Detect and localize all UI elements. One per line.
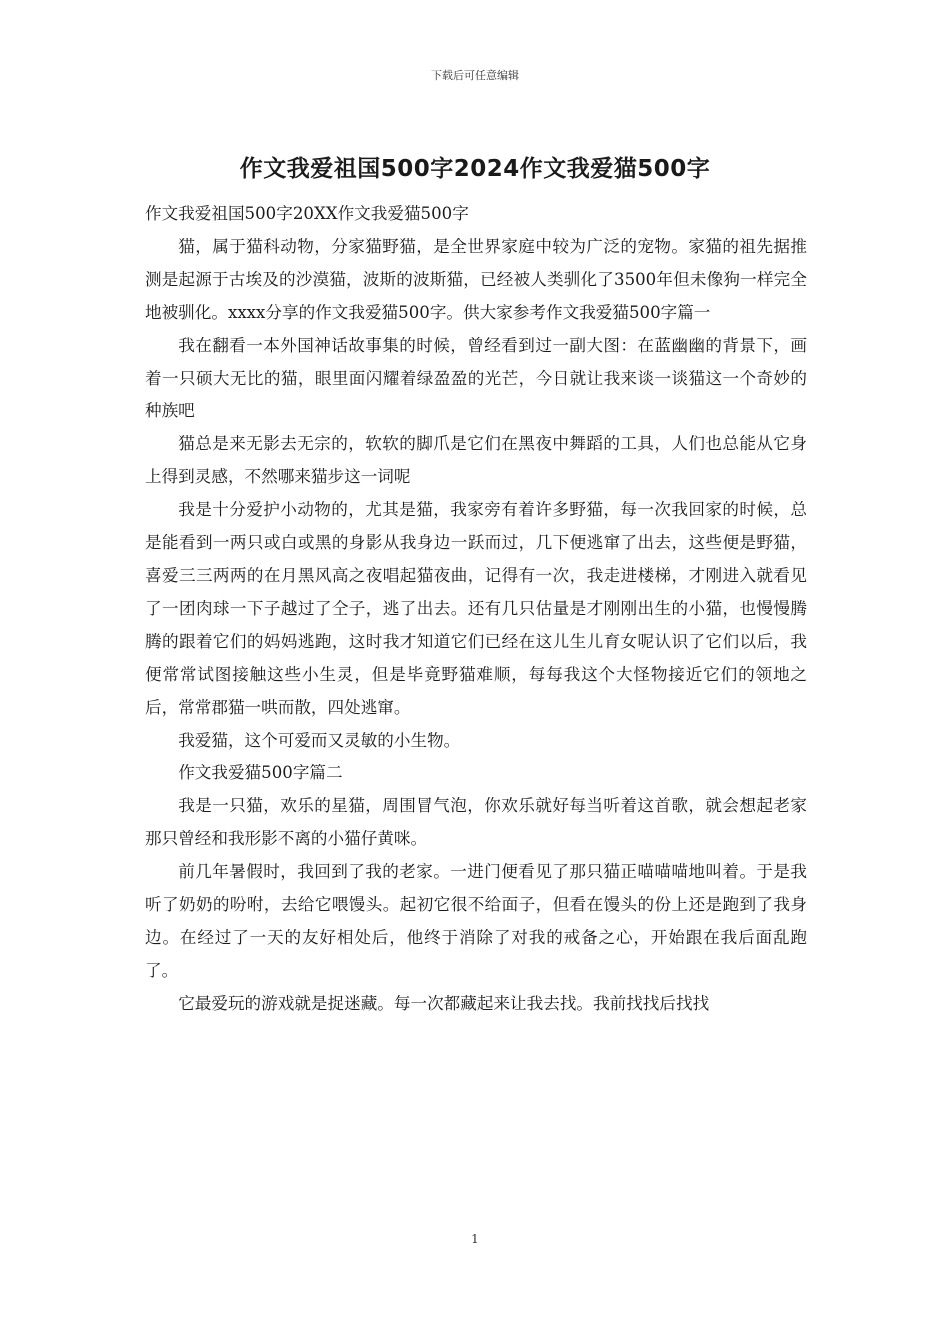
header-note: 下载后可任意编辑: [431, 69, 519, 82]
body-paragraph: 猫，属于猫科动物，分家猫野猫，是全世界家庭中较为广泛的宠物。家猫的祖先据推测是起源于古埃及的沙漠猫，波斯的波斯猫，已经被人类驯化了3500年但未像狗一样完全地被驯化。xxxx分享的作文我爱猫500字。供大家参考作文我爱猫500字篇一: [145, 236, 807, 322]
body-paragraph: 我在翻看一本外国神话故事集的时候，曾经看到过一副大图：在蓝幽幽的背景下，画着一只硕大无比的猫，眼里面闪耀着绿盈盈的光芒，今日就让我来谈一谈猫这一个奇妙的种族吧: [145, 335, 807, 421]
subtitle-paragraph: 作文我爱祖国500字20XX作文我爱猫500字: [145, 204, 469, 223]
body-paragraph: 我是十分爱护小动物的，尤其是猫，我家旁有着许多野猫，每一次我回家的时候，总是能看到一两只或白或黑的身影从我身边一跃而过，几下便逃窜了出去，这些便是野猫，喜爱三三两两的在月黑风高之夜唱起猫夜曲，记得有一次，我走进楼梯，才刚进入就看见了一团肉球一下子越过了仝子，逃了出去。还有几只估量是才刚刚出生的小猫，也慢慢腾腾的跟着它们的妈妈逃跑，这时我才知道它们已经在这儿生儿育女呢认识了它们以后，我便常常试图接触这些小生灵，但是毕竟野猫难顺，每每我这个大怪物接近它们的领地之后，常常郡猫一哄而散，四处逃窜。: [145, 500, 807, 717]
body-paragraph: 我是一只猫，欢乐的星猫，周围冒气泡，你欢乐就好每当听着这首歌，就会想起老家那只曾经和我形影不离的小猫仔黄咪。: [145, 796, 807, 849]
body-paragraph: 前几年暑假时，我回到了我的老家。一进门便看见了那只猫正喵喵喵地叫着。于是我听了奶奶的吩咐，去给它喂馒头。起初它很不给面子，但看在馒头的份上还是跑到了我身边。在经过了一天的友好相处后，他终于消除了对我的戒备之心，开始跟在我后面乱跑了。: [145, 862, 807, 980]
section-heading: 作文我爱猫500字篇二: [178, 763, 343, 783]
document-title: 作文我爱祖国500字2024作文我爱猫500字: [239, 156, 711, 182]
document-body: [145, 198, 807, 1021]
page-number: 1: [471, 1232, 479, 1246]
body-paragraph: 它最爱玩的游戏就是捉迷藏。每一次都藏起来让我去找。我前找找后找找: [178, 993, 710, 1013]
body-paragraph: 猫总是来无影去无宗的，软软的脚爪是它们在黑夜中舞蹈的工具，人们也总能从它身上得到灵感，不然哪来猫步这一词呢: [145, 434, 807, 487]
body-paragraph: 我爱猫，这个可爱而又灵敏的小生物。: [178, 730, 461, 750]
